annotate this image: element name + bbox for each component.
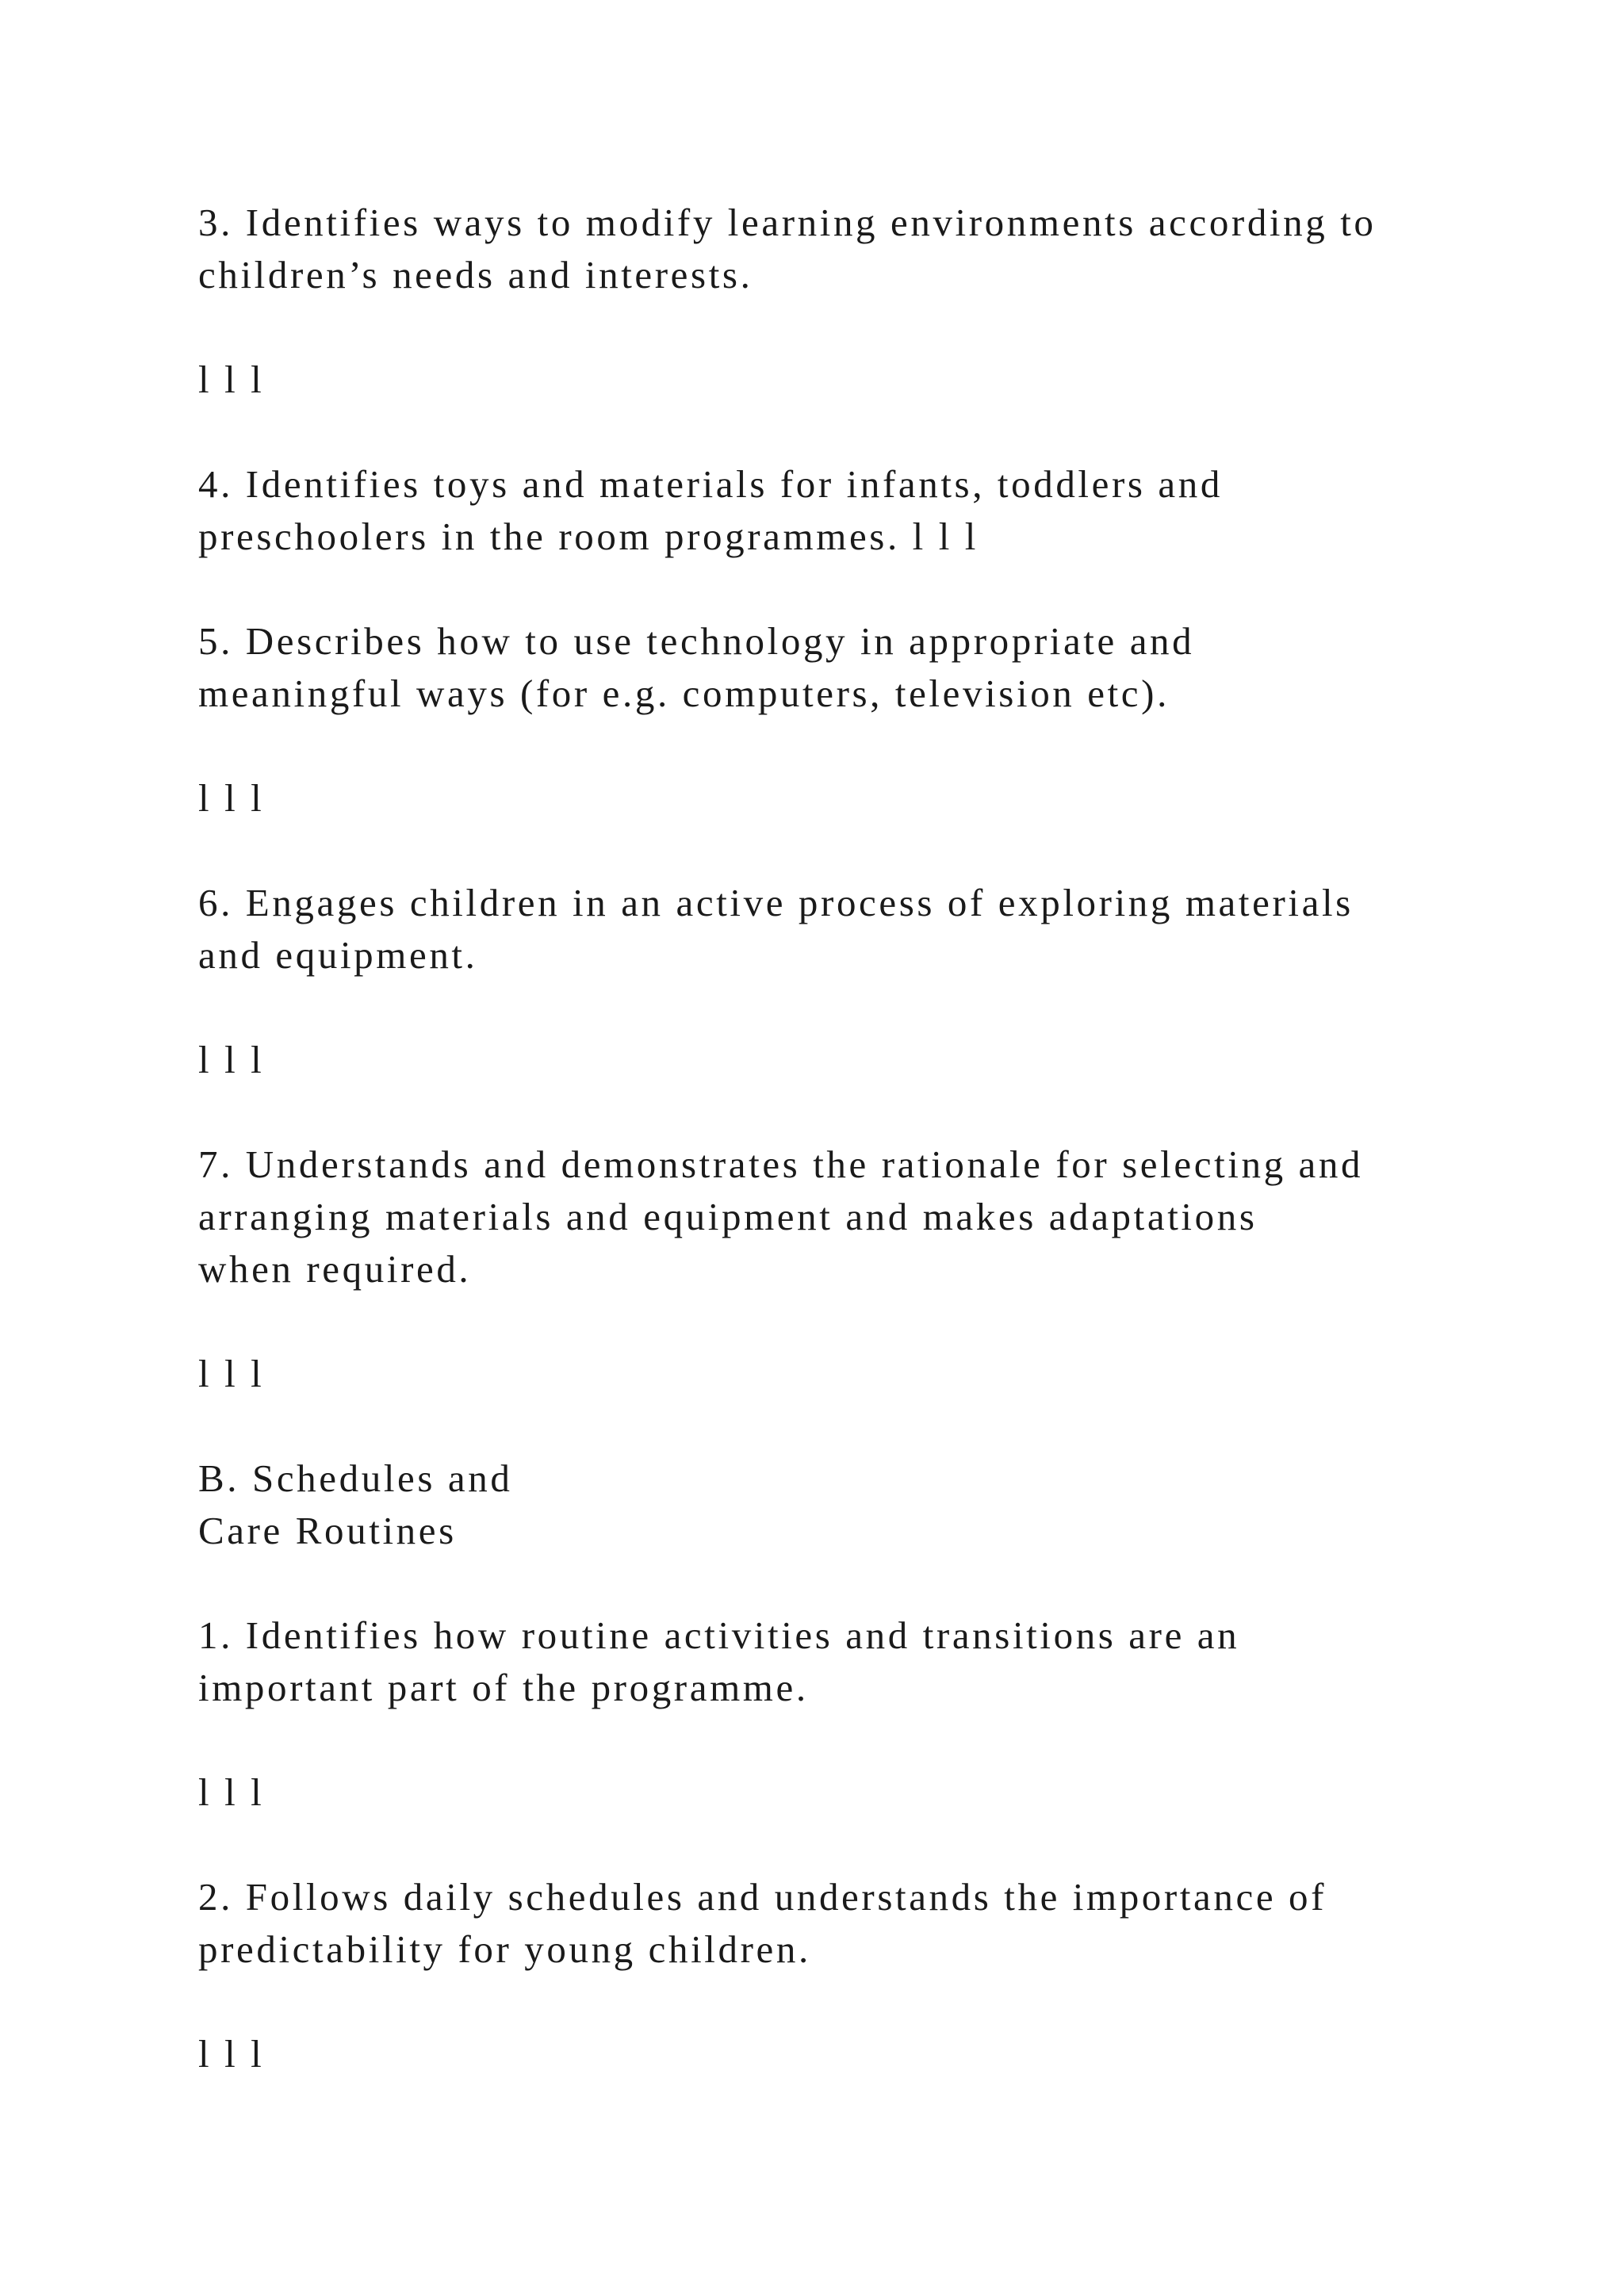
section-b-heading-line-1: B. Schedules and — [198, 1456, 513, 1500]
item-b2-line-1: 2. Follows daily schedules and understands the importance of — [198, 1875, 1327, 1919]
item-4-line-1: 4. Identifies toys and materials for infants, toddlers and — [198, 462, 1223, 506]
item-6-line-1: 6. Engages children in an active process of exploring materials — [198, 881, 1354, 924]
item-3-rating: l l l — [198, 358, 265, 401]
item-5-line-2: meaningful ways (for e.g. computers, television etc). — [198, 672, 1170, 715]
item-3-line-2: children’s needs and interests. — [198, 253, 753, 297]
item-6-rating: l l l — [198, 1038, 265, 1081]
item-3-line-1: 3. Identifies ways to modify learning environments according to — [198, 201, 1377, 244]
item-b1-line-2: important part of the programme. — [198, 1666, 809, 1709]
item-7-line-2: arranging materials and equipment and makes adaptations — [198, 1195, 1258, 1238]
item-7-line-3: when required. — [198, 1247, 472, 1291]
item-5-rating: l l l — [198, 776, 265, 820]
item-b1-rating: l l l — [198, 1770, 265, 1814]
section-b-heading-line-2: Care Routines — [198, 1509, 457, 1552]
item-b2-rating: l l l — [198, 2032, 265, 2076]
item-b2-line-2: predictability for young children. — [198, 1927, 811, 1971]
item-7-rating: l l l — [198, 1352, 265, 1395]
item-6-line-2: and equipment. — [198, 933, 478, 977]
item-b1-line-1: 1. Identifies how routine activities and transitions are an — [198, 1613, 1240, 1657]
item-5-line-1: 5. Describes how to use technology in appropriate and — [198, 619, 1195, 663]
item-4-line-2: preschoolers in the room programmes. l l l — [198, 515, 979, 558]
item-7-line-1: 7. Understands and demonstrates the rationale for selecting and — [198, 1142, 1364, 1186]
